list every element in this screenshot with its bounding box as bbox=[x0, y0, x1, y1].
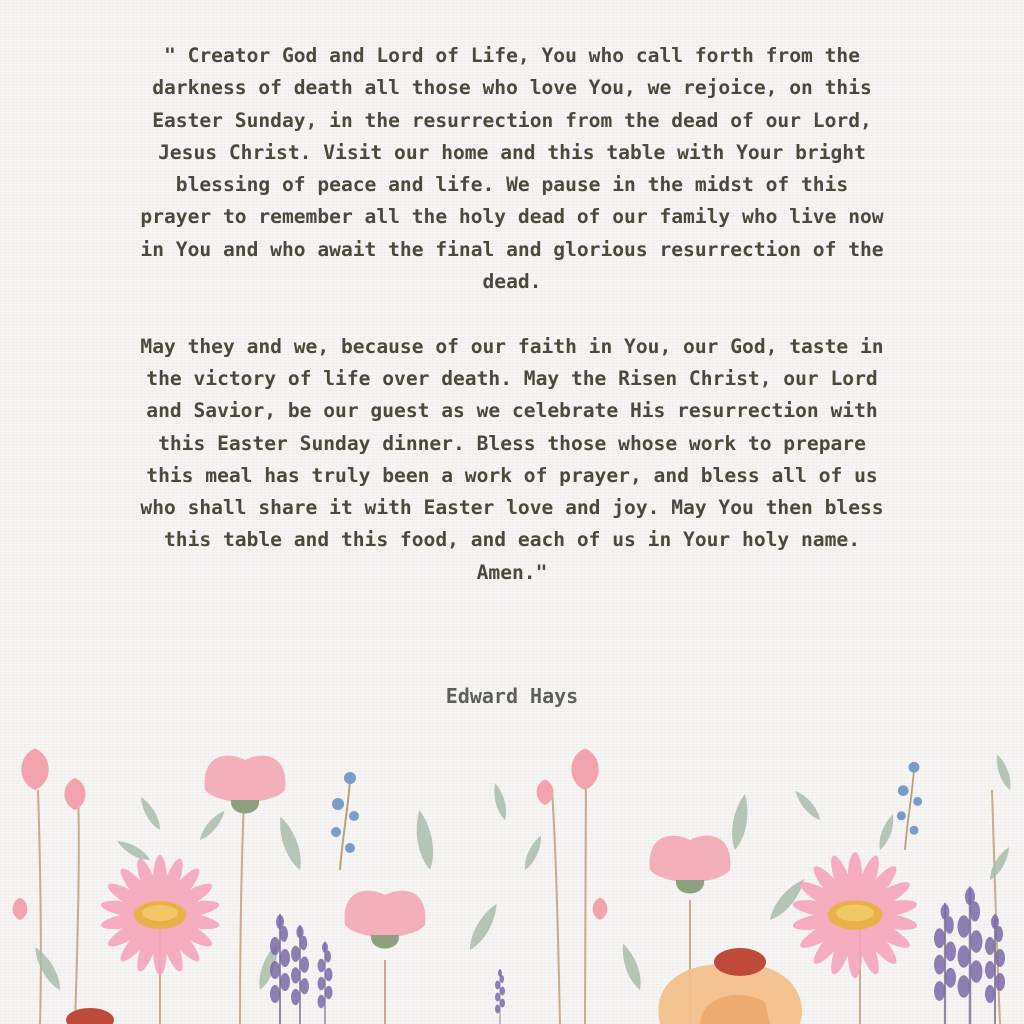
quote-paragraph-2: May they and we, because of our faith in You, our God, taste in the victory of life over death. May the Risen Christ, our Lord and Savior, be our guest as we celebrate His resurrection with this Easter Sunday dinner. Bless those whose work to prepare this meal has truly been a work of prayer, and bless all of us who shall share it with Easter love and joy. May You then bless this table and this food, and each of us in Your holy name. Amen." bbox=[140, 334, 884, 584]
pink-bud-icon bbox=[13, 748, 608, 920]
quote-paragraph-1: " Creator God and Lord of Life, You who call forth from the darkness of death all those who love You, we rejoice, on this Easter Sunday, in the resurrection from the dead of our Lord, Jesus Christ. Visit our home and this table with Your bright blessing of peace and life. We pause in the midst of this prayer to remember all the holy dead of our family who live now in You and who await the final and glorious resurrection of the dead. bbox=[140, 44, 884, 294]
pink-daisy-icon bbox=[100, 852, 919, 978]
quote-author: Edward Hays bbox=[445, 684, 579, 708]
prayer-quote bbox=[140, 40, 884, 589]
floral-border bbox=[0, 730, 1024, 1024]
